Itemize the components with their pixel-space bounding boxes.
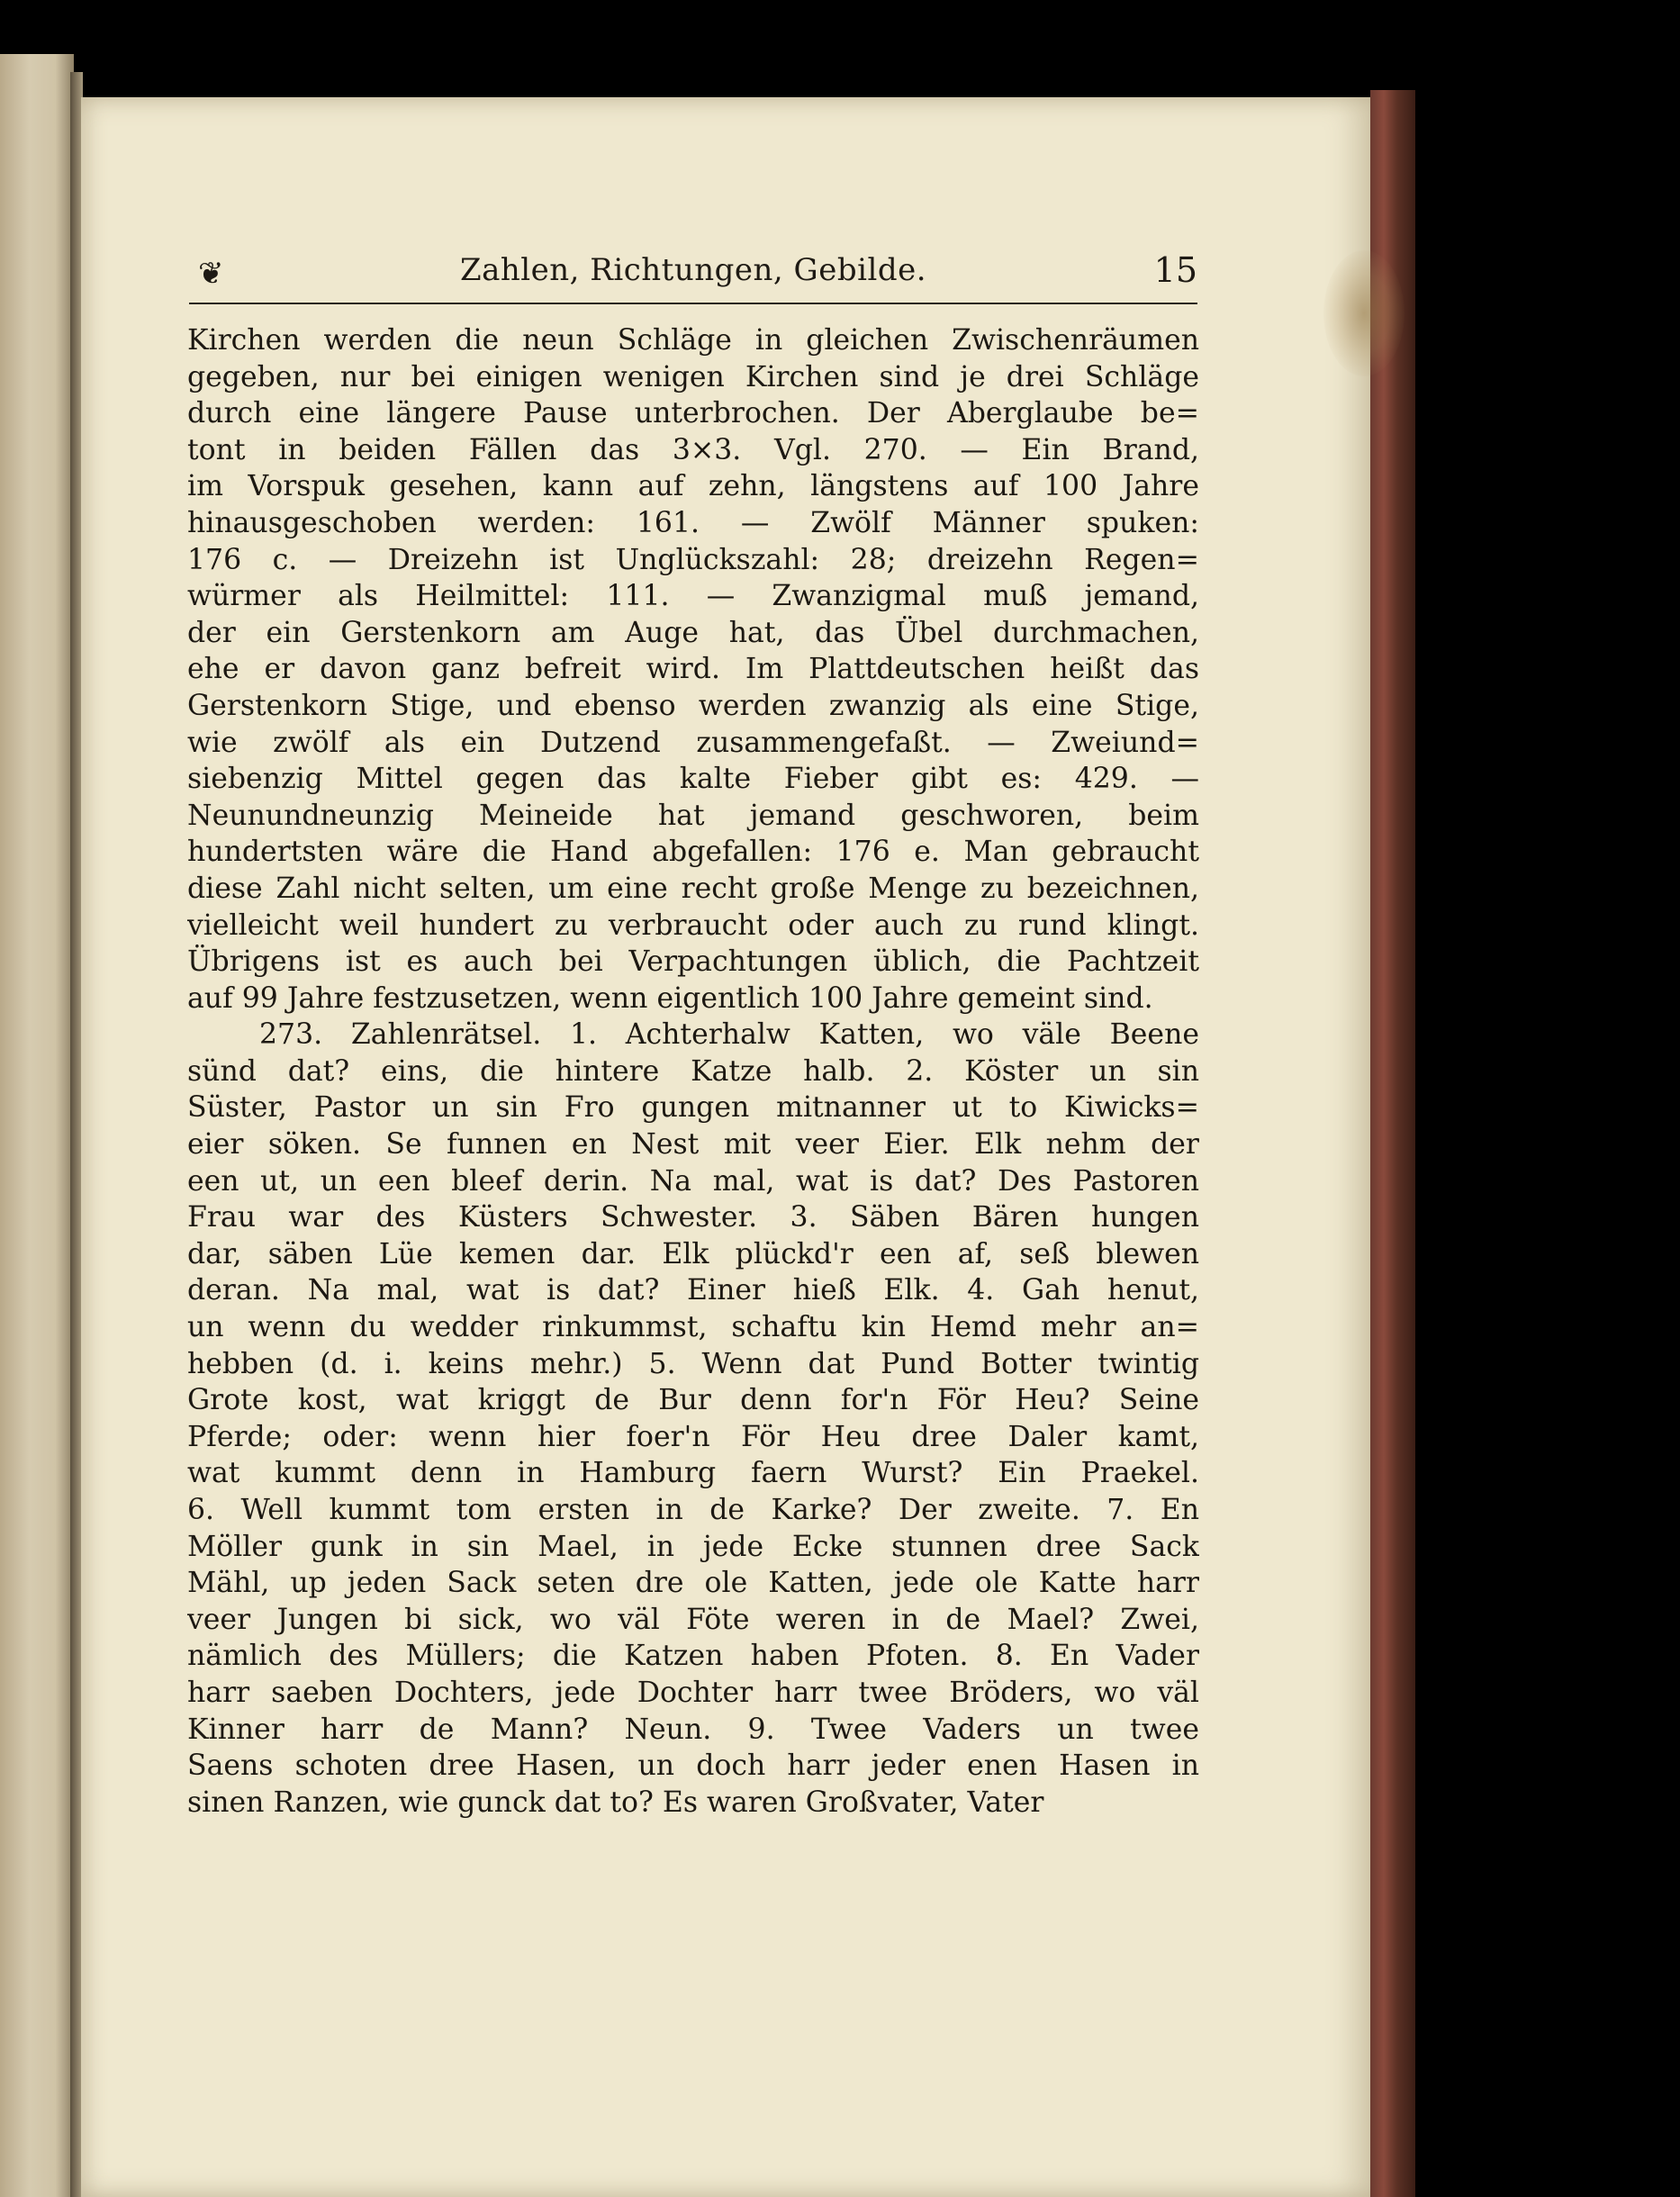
text-line: sinen Ranzen, wie gunck dat to? Es waren Großvater, Vater [187, 1786, 1044, 1819]
text-line: Neunundneunzig Meineide hat jemand geschworen, beim [187, 799, 1199, 832]
text-line: 6. Well kummt tom ersten in de Karke? Der zweite. 7. En [187, 1494, 1199, 1526]
text-line: Kinner harr de Mann? Neun. 9. Twee Vaders un twee [187, 1713, 1199, 1746]
text-line: sünd dat? eins, die hintere Katze halb. 2. Köster un sin [187, 1054, 1199, 1088]
text-line: wat kummt denn in Hamburg faern Wurst? Ein Praekel. [187, 1457, 1199, 1490]
page-number: 15 [1153, 250, 1197, 290]
text-line: würmer als Heilmittel: 111. — Zwanzigmal muß jemand, [187, 580, 1199, 613]
text-line: 273. Zahlenrätsel. 1. Achterhalw Katten, wo väle Beene [259, 1018, 1199, 1052]
header-rule [189, 303, 1197, 304]
text-line: 176 c. — Dreizehn ist Unglückszahl: 28; dreizehn Regen= [187, 543, 1199, 576]
ornament-icon: ❦ [198, 256, 224, 292]
text-line: harr saeben Dochters, jede Dochter harr twee Bröders, wo väl [187, 1676, 1199, 1709]
text-line: Kirchen werden die neun Schläge in gleichen Zwischenräumen [187, 324, 1199, 357]
text-line: gegeben, nur bei einigen wenigen Kirchen sind je drei Schläge [187, 360, 1199, 393]
text-line: diese Zahl nicht selten, um eine recht große Menge zu bezeichnen, [187, 872, 1199, 905]
text-line: Möller gunk in sin Mael, in jede Ecke stunnen dree Sack [187, 1530, 1199, 1563]
text-line: ehe er davon ganz befreit wird. Im Plattdeutschen heißt das [187, 653, 1199, 686]
text-line: durch eine längere Pause unterbrochen. Der Aberglaube be= [187, 397, 1199, 430]
text-line: Übrigens ist es auch bei Verpachtungen üblich, die Pachtzeit [187, 945, 1199, 979]
text-line: deran. Na mal, wat is dat? Einer hieß Elk. 4. Gah henut, [187, 1274, 1199, 1307]
text-line: hundertsten wäre die Hand abgefallen: 176 e. Man gebraucht [187, 836, 1199, 869]
text-line: nämlich des Müllers; die Katzen haben Pfoten. 8. En Vader [187, 1640, 1199, 1673]
body-text [187, 322, 1199, 1821]
text-line: im Vorspuk gesehen, kann auf zehn, längstens auf 100 Jahre [187, 470, 1199, 503]
running-title: Zahlen, Richtungen, Gebilde. [459, 252, 927, 288]
text-line: Saens schoten dree Hasen, un doch harr jeder enen Hasen in [187, 1749, 1199, 1783]
text-line: Süster, Pastor un sin Fro gungen mitnanner ut to Kiwicks= [187, 1091, 1199, 1125]
text-line: Mähl, up jeden Sack seten dre ole Katten, jede ole Katte harr [187, 1567, 1199, 1600]
text-line: veer Jungen bi sick, wo väl Föte weren in de Mael? Zwei, [187, 1603, 1199, 1636]
book-page [81, 97, 1370, 2197]
text-line: een ut, un een bleef derin. Na mal, wat is dat? Des Pastoren [187, 1164, 1199, 1198]
text-line: siebenzig Mittel gegen das kalte Fieber gibt es: 429. — [187, 763, 1199, 796]
text-line: Grote kost, wat kriggt de Bur denn for'n För Heu? Seine [187, 1384, 1199, 1417]
text-line: Pferde; oder: wenn hier foer'n För Heu dree Daler kamt, [187, 1420, 1199, 1453]
text-line: eier söken. Se funnen en Nest mit veer Eier. Elk nehm der [187, 1128, 1199, 1162]
book-binding [1370, 90, 1415, 2197]
text-line: Frau war des Küsters Schwester. 3. Säben Bären hungen [187, 1201, 1199, 1234]
text-line: dar, säben Lüe kemen dar. Elk plückd'r een af, seß blewen [187, 1237, 1199, 1270]
left-page-edge [0, 54, 74, 2197]
text-line: wie zwölf als ein Dutzend zusammengefaßt. — Zweiund= [187, 726, 1199, 759]
running-head [189, 249, 1197, 299]
text-line: tont in beiden Fällen das 3×3. Vgl. 270. — Ein Brand, [187, 433, 1199, 466]
text-line: vielleicht weil hundert zu verbraucht oder auch zu rund klingt. [187, 909, 1199, 942]
text-line: hinausgeschoben werden: 161. — Zwölf Männer spuken: [187, 506, 1199, 539]
text-line: Gerstenkorn Stige, und ebenso werden zwanzig als eine Stige, [187, 689, 1199, 722]
text-line: der ein Gerstenkorn am Auge hat, das Übel durchmachen, [187, 616, 1199, 649]
page-stain [1323, 250, 1405, 376]
text-line: un wenn du wedder rinkummst, schaftu kin Hemd mehr an= [187, 1311, 1199, 1344]
text-line: hebben (d. i. keins mehr.) 5. Wenn dat Pund Botter twintig [187, 1347, 1199, 1380]
text-line: auf 99 Jahre festzusetzen, wenn eigentlich 100 Jahre gemeint sind. [187, 981, 1153, 1015]
